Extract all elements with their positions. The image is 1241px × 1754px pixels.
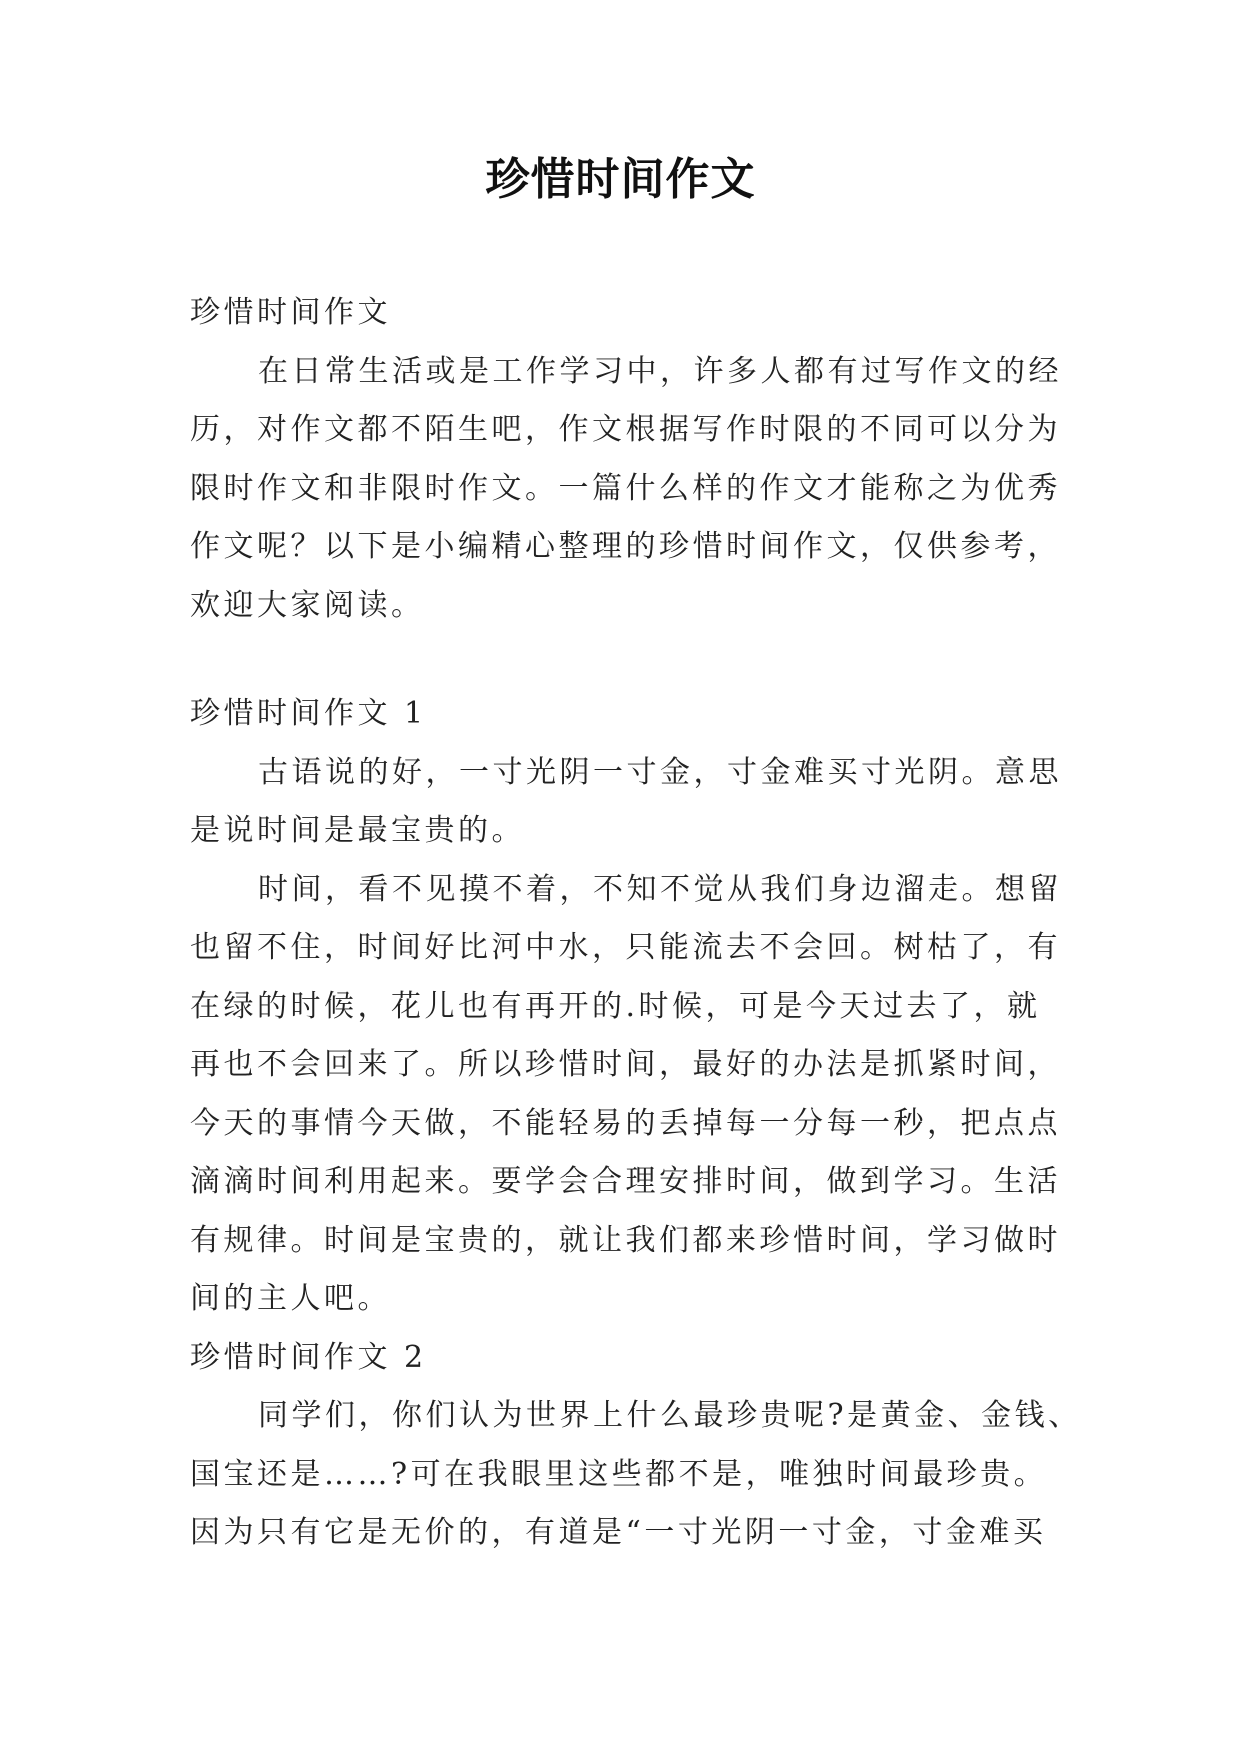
essay1-line: 古语说的好，一寸光阴一寸金，寸金难买寸光阴。意思 [258,754,1062,790]
essay2-line: 因为只有它是无价的，有道是“一寸光阴一寸金，寸金难买 [190,1515,1047,1550]
document-body [190,284,1082,1563]
essay1-heading: 珍惜时间作文 1 [190,696,427,731]
essay1-line: 是说时间是最宝贵的。 [190,813,525,848]
essay1-line: 时间，看不见摸不着，不知不觉从我们身边溜走。想留 [258,871,1062,907]
essay1-line: 滴滴时间利用起来。要学会合理安排时间，做到学习。生活 [190,1164,1061,1199]
essay1-line: 间的主人吧。 [190,1281,391,1316]
intro-line: 历，对作文都不陌生吧，作文根据写作时限的不同可以分为 [190,412,1061,447]
intro-line: 限时作文和非限时作文。一篇什么样的作文才能称之为优秀 [190,470,1061,506]
intro-line: 在日常生活或是工作学习中，许多人都有过写作文的经 [258,353,1062,389]
essay1-line: 在绿的时候，花儿也有再开的.时候，可是今天过去了，就 [190,988,1041,1024]
section-gap [190,635,1070,685]
intro-line: 欢迎大家阅读。 [190,587,425,623]
intro-heading: 珍惜时间作文 [190,295,391,330]
essay1-line: 今天的事情今天做，不能轻易的丢掉每一分每一秒，把点点 [190,1105,1061,1141]
essay2-line: 国宝还是……?可在我眼里这些都不是，唯独时间最珍贵。 [190,1456,1048,1492]
intro-line: 作文呢？以下是小编精心整理的珍惜时间作文，仅供参考， [190,529,1061,564]
essay2-heading: 珍惜时间作文 2 [190,1339,427,1375]
essay1-line: 再也不会回来了。所以珍惜时间，最好的办法是抓紧时间， [190,1047,1061,1082]
essay1-line: 也留不住，时间好比河中水，只能流去不会回。树枯了，有 [190,930,1061,965]
essay1-line: 有规律。时间是宝贵的，就让我们都来珍惜时间，学习做时 [190,1222,1061,1258]
page-title: 珍惜时间作文 [485,154,756,205]
essay2-line: 同学们，你们认为世界上什么最珍贵呢?是黄金、金钱、 [258,1398,1082,1433]
